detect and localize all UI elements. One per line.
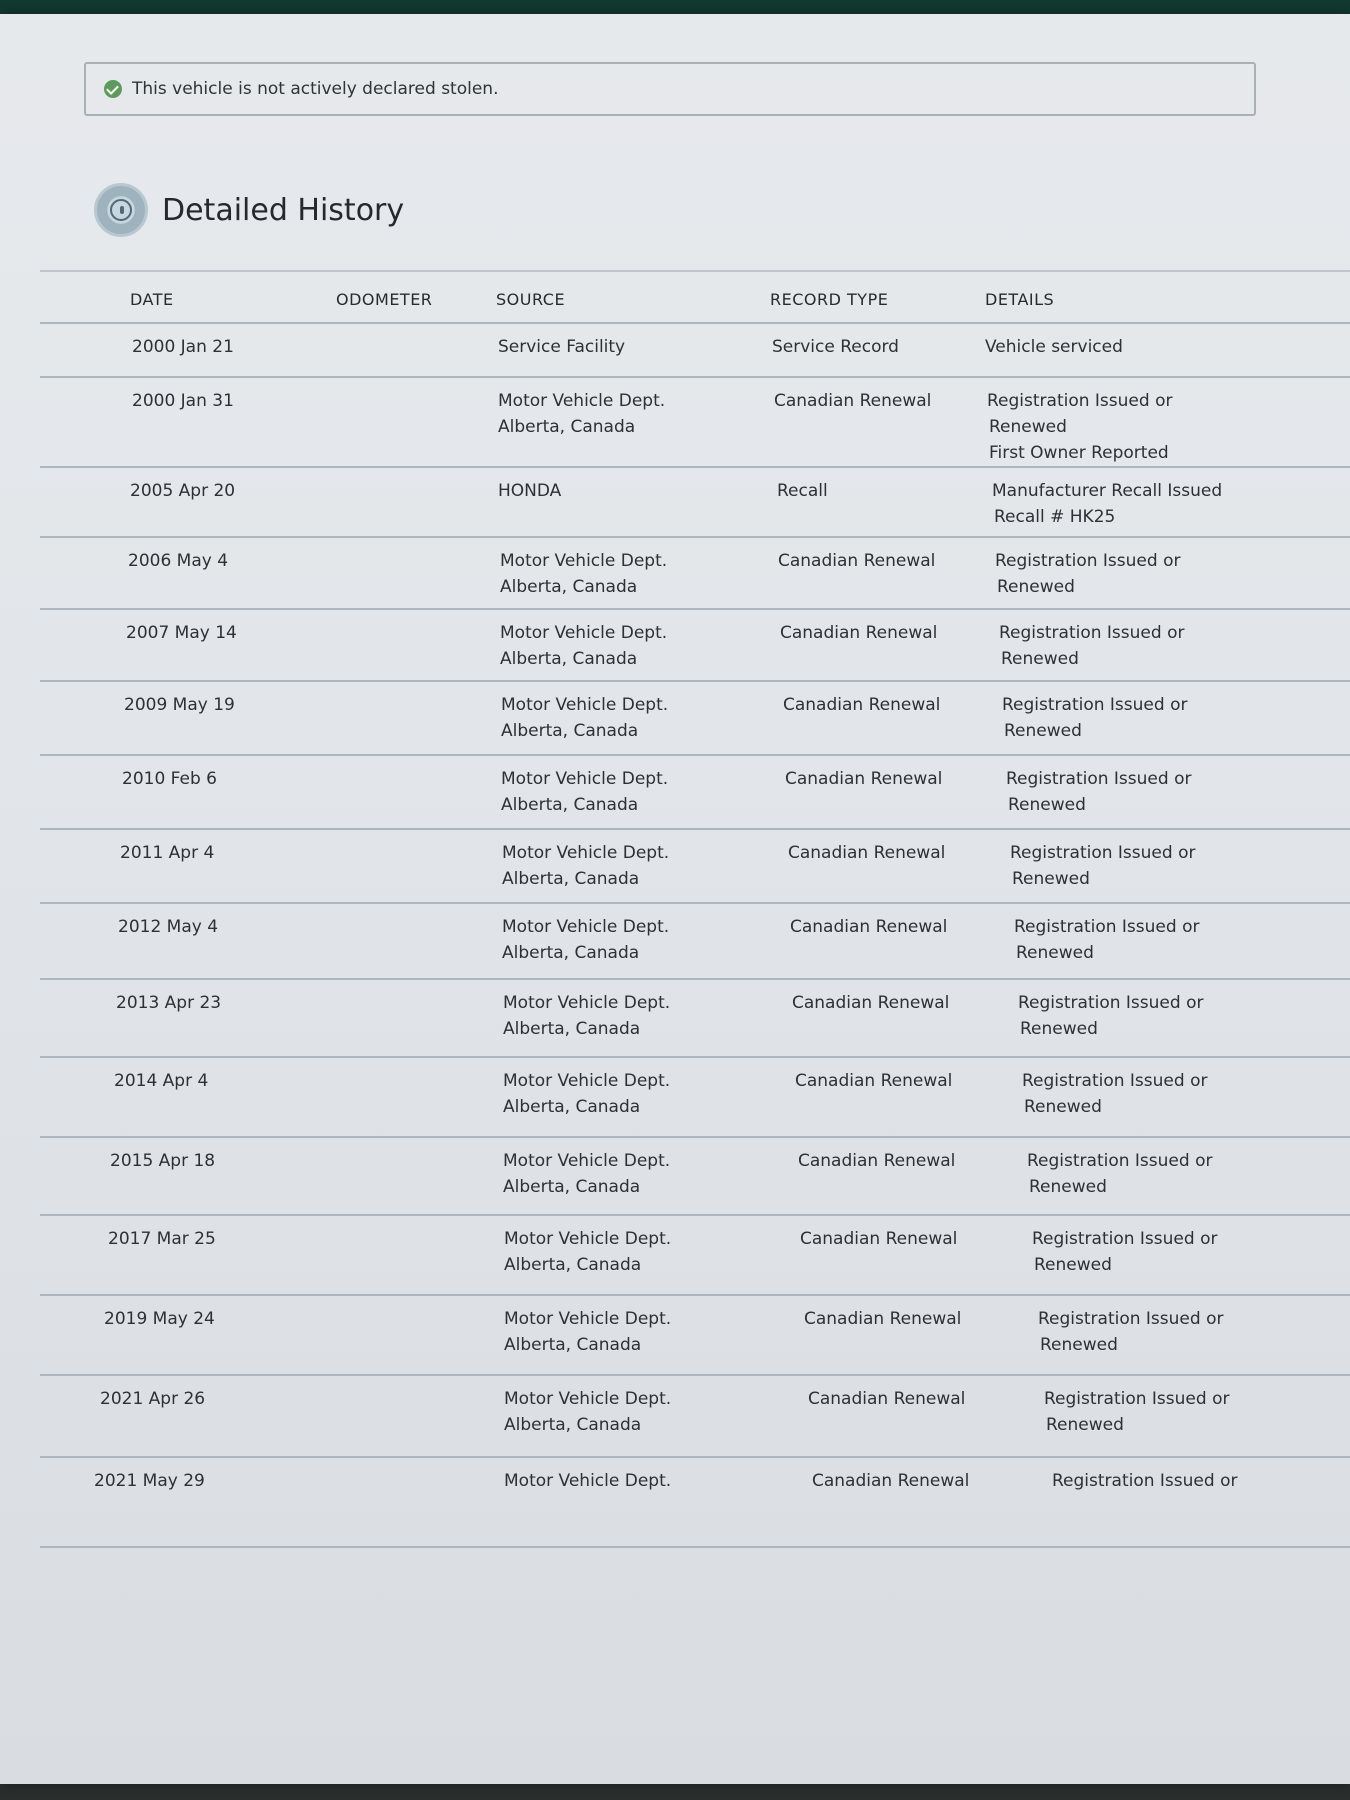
table-row (40, 980, 1350, 1058)
check-circle-icon (104, 80, 122, 98)
row-source: Motor Vehicle Dept. (504, 1471, 672, 1491)
header-details: DETAILS (985, 290, 1055, 309)
row-record-type: Canadian Renewal (792, 993, 950, 1013)
row-date: 2009 May 19 (124, 695, 235, 715)
row-source: Motor Vehicle Dept. (504, 1229, 672, 1249)
row-details: Recall # HK25 (994, 507, 1116, 527)
row-source: Alberta, Canada (498, 417, 636, 437)
row-record-type: Canadian Renewal (788, 843, 946, 863)
row-details: Registration Issued or (1022, 1071, 1208, 1091)
header-record-type: RECORD TYPE (770, 290, 889, 309)
row-date: 2019 May 24 (104, 1309, 215, 1329)
row-date: 2000 Jan 21 (132, 337, 234, 357)
row-details: Registration Issued or (1032, 1229, 1218, 1249)
row-details: Renewed (1012, 869, 1090, 889)
table-row (40, 830, 1350, 904)
row-source: HONDA (498, 481, 562, 501)
table-row (40, 1296, 1350, 1376)
row-details: Registration Issued or (1014, 917, 1200, 937)
row-date: 2021 May 29 (94, 1471, 205, 1491)
row-date: 2007 May 14 (126, 623, 237, 643)
row-record-type: Canadian Renewal (804, 1309, 962, 1329)
table-row (40, 324, 1350, 378)
table-row (40, 1058, 1350, 1138)
row-source: Alberta, Canada (503, 1019, 641, 1039)
row-details: Renewed (1034, 1255, 1112, 1275)
row-date: 2011 Apr 4 (120, 843, 215, 863)
row-date: 2014 Apr 4 (114, 1071, 209, 1091)
row-source: Alberta, Canada (504, 1335, 642, 1355)
table-row (40, 468, 1350, 538)
row-source: Motor Vehicle Dept. (504, 1389, 672, 1409)
table-row (40, 610, 1350, 682)
row-source: Alberta, Canada (503, 1177, 641, 1197)
row-record-type: Canadian Renewal (800, 1229, 958, 1249)
row-source: Alberta, Canada (500, 649, 638, 669)
row-details: Renewed (1020, 1019, 1098, 1039)
section-heading (94, 180, 404, 240)
stolen-status-notice (84, 62, 1256, 116)
row-source: Motor Vehicle Dept. (501, 695, 669, 715)
row-details: First Owner Reported (989, 443, 1169, 463)
row-record-type: Service Record (772, 337, 899, 357)
table-row (40, 1376, 1350, 1458)
row-record-type: Canadian Renewal (785, 769, 943, 789)
row-date: 2012 May 4 (118, 917, 219, 937)
row-source: Motor Vehicle Dept. (501, 769, 669, 789)
row-source: Motor Vehicle Dept. (502, 917, 670, 937)
row-record-type: Canadian Renewal (780, 623, 938, 643)
table-row (40, 1138, 1350, 1216)
row-record-type: Canadian Renewal (774, 391, 932, 411)
row-details: Registration Issued or (995, 551, 1181, 571)
row-details: Renewed (1004, 721, 1082, 741)
row-source: Alberta, Canada (503, 1097, 641, 1117)
row-date: 2017 Mar 25 (108, 1229, 216, 1249)
table-header (40, 272, 1350, 324)
row-source: Alberta, Canada (504, 1415, 642, 1435)
row-date: 2021 Apr 26 (100, 1389, 206, 1409)
table-row (40, 378, 1350, 468)
row-details: Renewed (989, 417, 1067, 437)
row-source: Motor Vehicle Dept. (503, 1071, 671, 1091)
row-source: Motor Vehicle Dept. (498, 391, 666, 411)
row-details: Registration Issued or (1002, 695, 1188, 715)
section-title: Detailed History (162, 192, 405, 228)
row-details: Renewed (1001, 649, 1079, 669)
row-record-type: Canadian Renewal (808, 1389, 966, 1409)
row-source: Alberta, Canada (502, 943, 640, 963)
row-details: Registration Issued or (1010, 843, 1196, 863)
history-table (40, 270, 1350, 1700)
row-details: Renewed (997, 577, 1075, 597)
row-source: Alberta, Canada (504, 1255, 642, 1275)
row-source: Motor Vehicle Dept. (503, 1151, 671, 1171)
row-date: 2005 Apr 20 (130, 481, 236, 501)
history-dial-icon (94, 183, 148, 237)
row-record-type: Canadian Renewal (790, 917, 948, 937)
row-source: Alberta, Canada (500, 577, 638, 597)
row-details: Registration Issued or (1052, 1471, 1238, 1491)
row-date: 2013 Apr 23 (116, 993, 222, 1013)
row-date: 2006 May 4 (128, 551, 229, 571)
row-source: Alberta, Canada (502, 869, 640, 889)
row-source: Alberta, Canada (501, 795, 639, 815)
row-record-type: Canadian Renewal (798, 1151, 956, 1171)
document-page (0, 14, 1350, 1784)
row-details: Renewed (1040, 1335, 1118, 1355)
table-row (40, 1216, 1350, 1296)
row-details: Renewed (1029, 1177, 1107, 1197)
row-details: Registration Issued or (1044, 1389, 1230, 1409)
table-row (40, 538, 1350, 610)
row-details: Renewed (1016, 943, 1094, 963)
row-details: Vehicle serviced (985, 337, 1123, 357)
row-source: Motor Vehicle Dept. (504, 1309, 672, 1329)
row-record-type: Canadian Renewal (795, 1071, 953, 1091)
row-source: Alberta, Canada (501, 721, 639, 741)
row-source: Motor Vehicle Dept. (500, 551, 668, 571)
table-row (40, 904, 1350, 980)
row-details: Registration Issued or (1038, 1309, 1224, 1329)
table-row (40, 682, 1350, 756)
row-details: Manufacturer Recall Issued (992, 481, 1223, 501)
row-date: 2000 Jan 31 (132, 391, 234, 411)
row-date: 2010 Feb 6 (122, 769, 217, 789)
notice-text: This vehicle is not actively declared stolen. (132, 79, 499, 99)
row-record-type: Canadian Renewal (812, 1471, 970, 1491)
table-row (40, 756, 1350, 830)
row-details: Registration Issued or (987, 391, 1173, 411)
row-record-type: Recall (777, 481, 828, 501)
row-source: Motor Vehicle Dept. (503, 993, 671, 1013)
header-date: DATE (130, 290, 174, 309)
row-source: Motor Vehicle Dept. (502, 843, 670, 863)
row-details: Renewed (1046, 1415, 1124, 1435)
row-details: Renewed (1008, 795, 1086, 815)
row-details: Registration Issued or (1006, 769, 1192, 789)
header-odometer: ODOMETER (336, 290, 433, 309)
row-record-type: Canadian Renewal (783, 695, 941, 715)
header-source: SOURCE (496, 290, 566, 309)
row-details: Registration Issued or (999, 623, 1185, 643)
table-row (40, 1458, 1350, 1548)
row-details: Registration Issued or (1027, 1151, 1213, 1171)
row-record-type: Canadian Renewal (778, 551, 936, 571)
row-source: Service Facility (498, 337, 626, 357)
row-source: Motor Vehicle Dept. (500, 623, 668, 643)
row-date: 2015 Apr 18 (110, 1151, 216, 1171)
row-details: Registration Issued or (1018, 993, 1204, 1013)
row-details: Renewed (1024, 1097, 1102, 1117)
